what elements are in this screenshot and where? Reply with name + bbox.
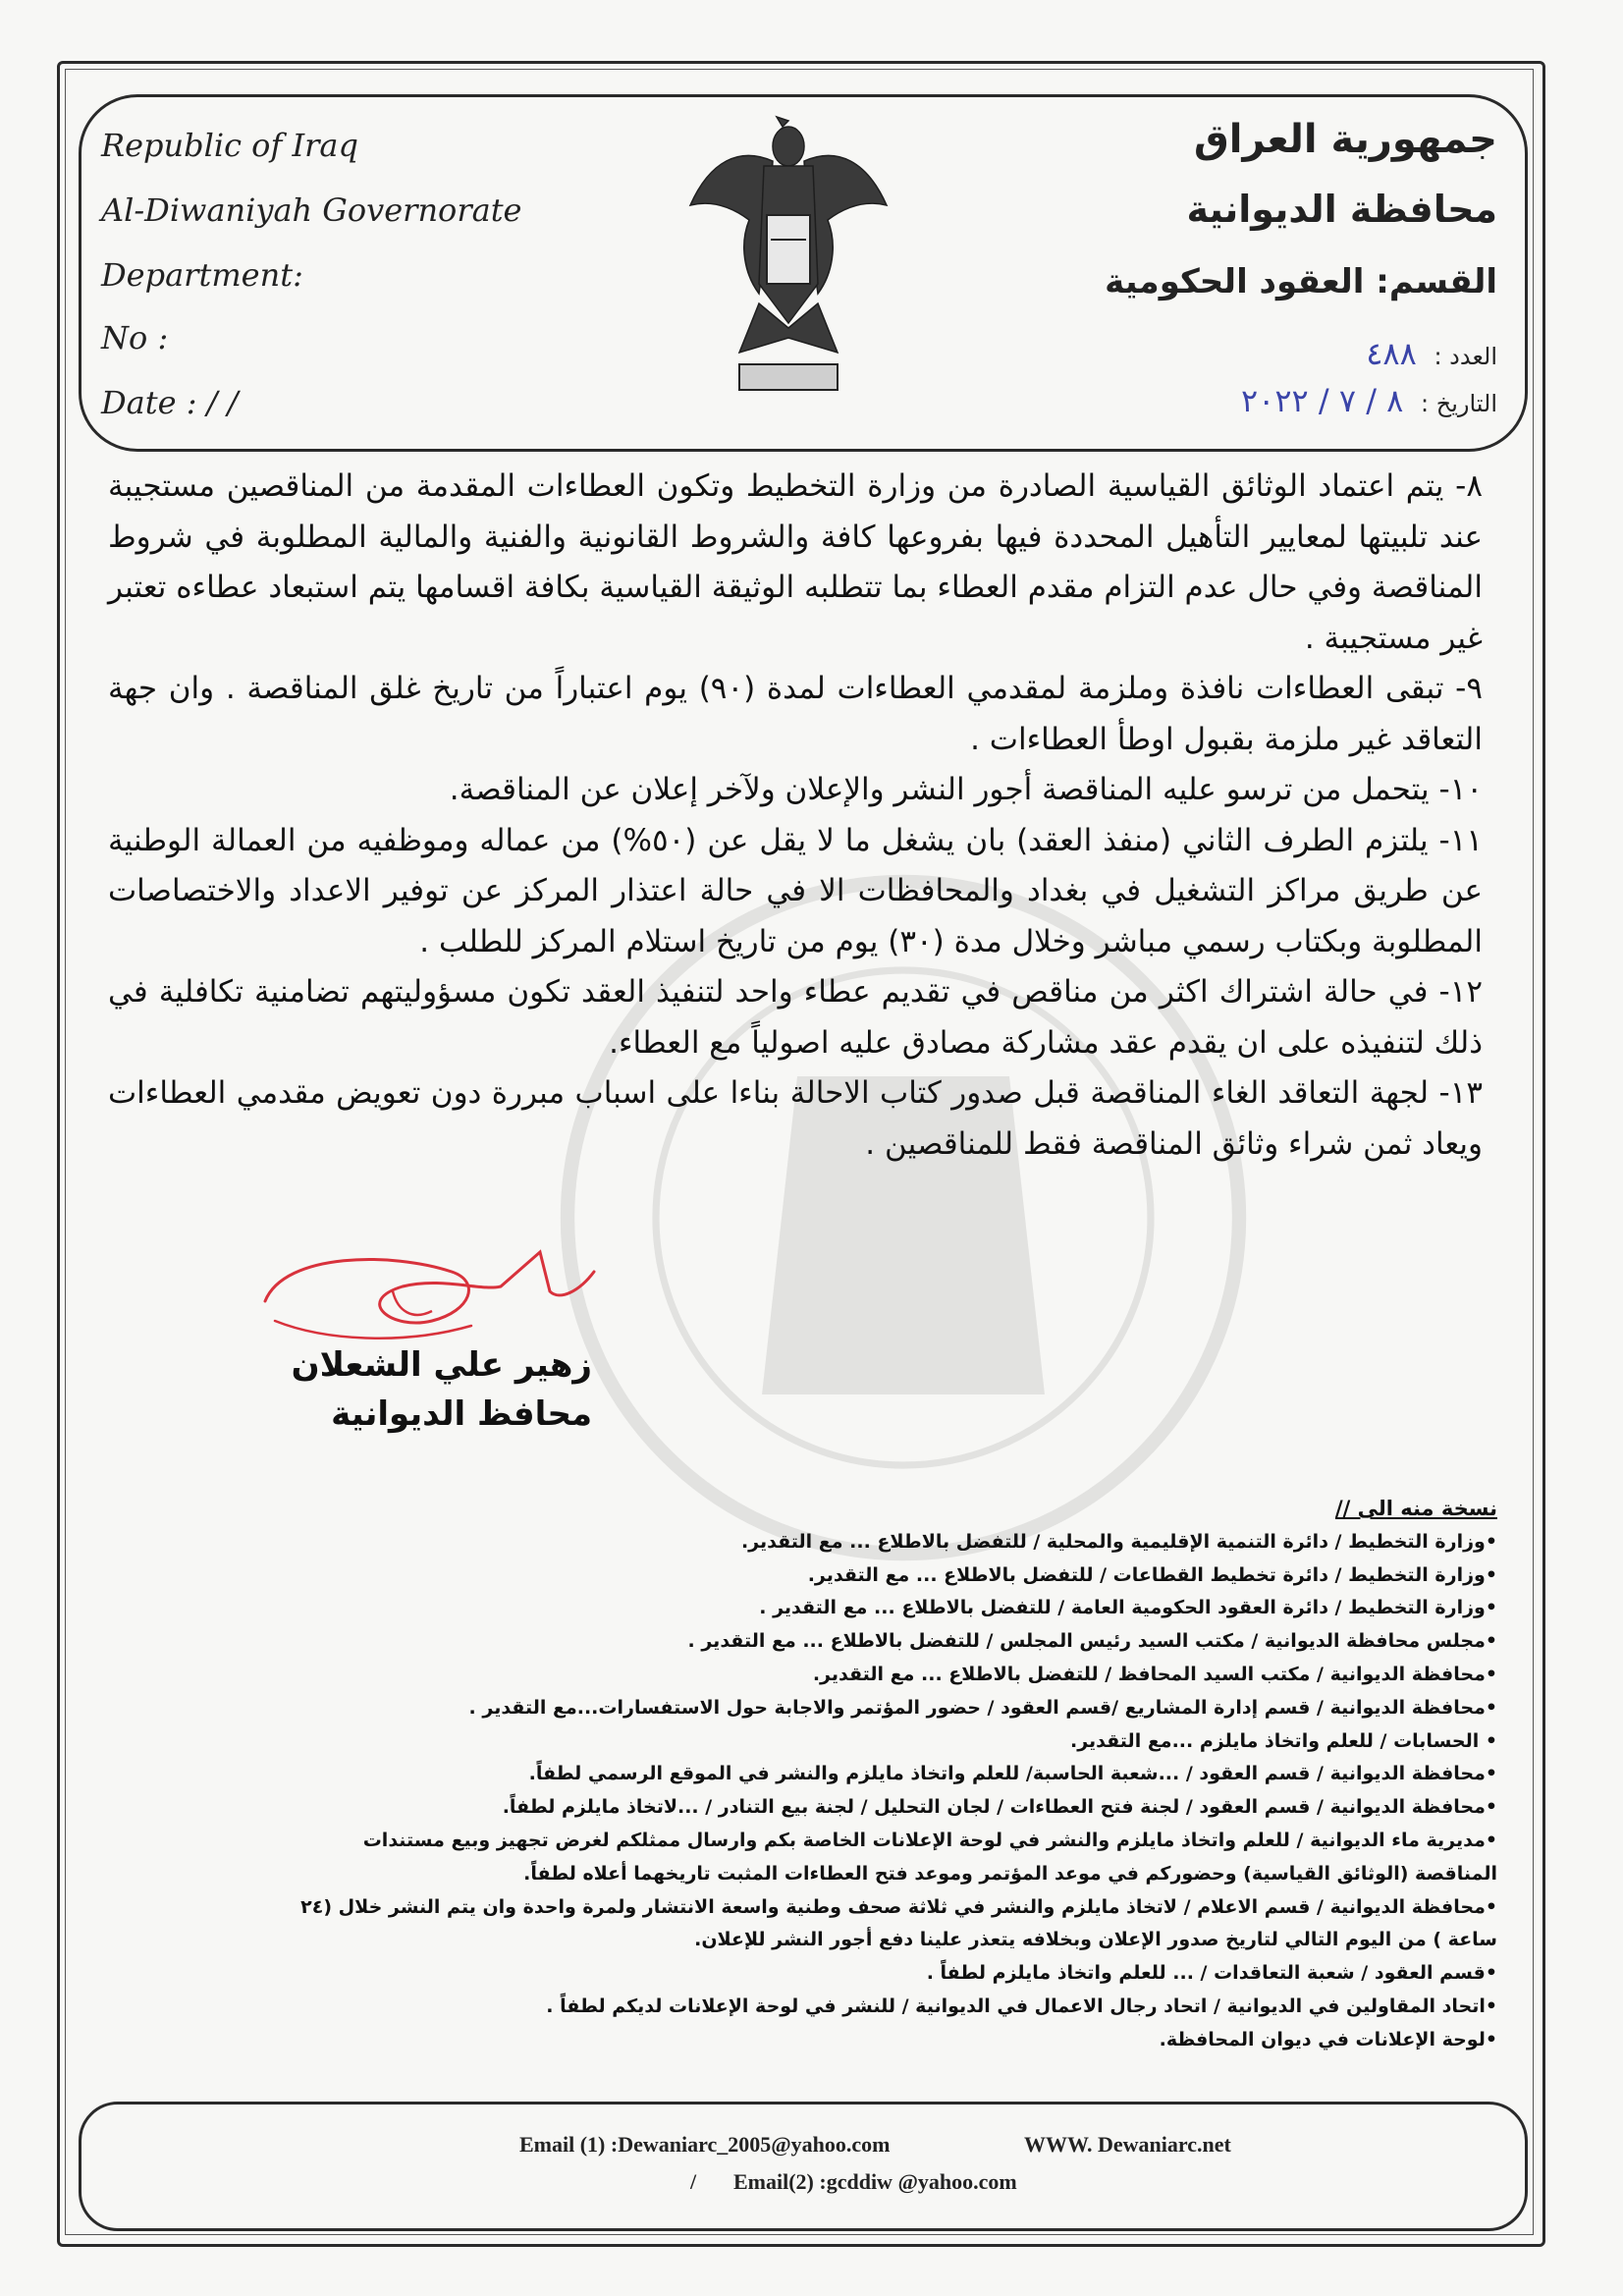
copy-line-15: •اتحاد المقاولين في الديوانية / اتحاد رجال الاعمال في الديوانية / للنشر في لوحة الإعلانات لديكم لطفاً . — [546, 1995, 1497, 2017]
eagle-emblem-icon — [680, 107, 896, 402]
footer-email-1: Email (1) :Dewaniarc_2005@yahoo.com — [519, 2132, 891, 2157]
copy-line-6: •محافظة الديوانية / قسم إدارة المشاريع /قسم العقود / حضور المؤتمر والاجابة حول الاستفسارات...مع التقدير . — [468, 1696, 1497, 1719]
copy-distribution-list — [172, 1493, 1497, 2057]
clause-13: ١٣- لجهة التعاقد الغاء المناقصة قبل صدور كتاب الاحالة بناءا على اسباب مبررة دون تعويض مقدمي العطاءات ويعاد ثمن شراء وثائق المناقصة فقط للمناقصين . — [108, 1075, 1483, 1162]
header-number-en: No : — [101, 319, 169, 356]
header-department-ar: القسم: العقود الحكومية — [1105, 262, 1497, 301]
clause-11: ١١- يلتزم الطرف الثاني (منفذ العقد) بان يشغل ما لا يقل عن (٥٠%) من عماله وموظفيه من العمالة الوطنية عن طريق مراكز التشغيل في بغداد والمحافظات الا في حالة اعتذار المركز عن توفير الاعداد والاختصاصات المطلوبة وبكتاب رسمي مباشر وخلال مدة (٣٠) يوم من تاريخ استلام المركز للطلب . — [108, 822, 1484, 959]
copy-line-1: •وزارة التخطيط / دائرة التنمية الإقليمية والمحلية / للتفضل بالاطلاع ... مع التقدير. — [740, 1530, 1497, 1553]
copy-line-8: •محافظة الديوانية / قسم العقود / ...شعبة الحاسبة/ للعلم واتخاذ مايلزم والنشر في الموقع الرسمي لطفاً. — [528, 1763, 1497, 1785]
number-value: ٤٨٨ — [1366, 335, 1417, 372]
copy-line-3: •وزارة التخطيط / دائرة العقود الحكومية العامة / للتفضل بالاطلاع ... مع التقدير . — [759, 1597, 1497, 1619]
footer-email-2: Email(2) :gcddiw @yahoo.com — [733, 2169, 1017, 2194]
clauses-body — [108, 462, 1483, 1170]
date-label: التاريخ : — [1420, 390, 1497, 417]
copy-line-12: •محافظة الديوانية / قسم الاعلام / لاتخاذ مايلزم والنشر في ثلاثة صحف وطنية واسعة الانتشار ولمرة واحدة وان يتم النشر خلال (٢٤ — [300, 1895, 1497, 1918]
copy-line-2: •وزارة التخطيط / دائرة تخطيط القطاعات / للتفضل بالاطلاع ... مع التقدير. — [807, 1563, 1497, 1586]
header-date-row — [1241, 382, 1497, 419]
header-department-en: Department: — [101, 256, 303, 294]
header-country-en: Republic of Iraq — [101, 127, 358, 164]
copy-line-13: ساعة ) من اليوم التالي لتاريخ صدور الإعلان وبخلافه يتعذر علينا دفع أجور النشر للإعلان. — [694, 1929, 1497, 1951]
copy-list-title: نسخة منه الى // — [1334, 1497, 1497, 1520]
footer-separator: / — [690, 2169, 697, 2194]
header-republic-ar: جمهورية العراق — [1193, 117, 1497, 162]
clause-9: ٩- تبقى العطاءات نافذة وملزمة لمقدمي العطاءات لمدة (٩٠) يوم اعتباراً من تاريخ غلق المناقصة . وان جهة التعاقد غير ملزمة بقبول اوطأ العطاءات . — [108, 671, 1483, 757]
letterhead — [79, 94, 1528, 452]
header-date-en: Date : / / — [101, 384, 239, 421]
copy-line-7: • الحسابات / للعلم واتخاذ مايلزم ...مع التقدير. — [1069, 1729, 1497, 1752]
copy-line-11: المناقصة (الوثائق القياسية) وحضوركم في موعد المؤتمر وموعد فتح العطاءات المثبت تاريخهما أعلاه لطفاً. — [523, 1862, 1497, 1885]
date-value: ٨ / ٧ / ٢٠٢٢ — [1240, 382, 1404, 419]
signatory-name: زهير علي الشعلان — [291, 1345, 592, 1385]
copy-line-10: •مديرية ماء الديوانية / للعلم واتخاذ مايلزم والنشر في لوحة الإعلانات الخاصة بكم وارسال ممثلكم لغرض تجهيز وبيع مستندات — [362, 1829, 1497, 1851]
copy-line-9: •محافظة الديوانية / قسم العقود / لجنة فتح العطاءات / لجان التحليل / لجنة بيع التنادر / ...لاتخاذ مايلزم لطفاً. — [502, 1796, 1497, 1819]
copy-line-5: •محافظة الديوانية / مكتب السيد المحافظ / للتفضل بالاطلاع ... مع التقدير. — [812, 1663, 1497, 1685]
signatory-title: محافظ الديوانية — [331, 1394, 592, 1434]
copy-line-4: •مجلس محافظة الديوانية / مكتب السيد رئيس المجلس / للتفضل بالاطلاع ... مع التقدير . — [687, 1630, 1497, 1653]
clause-8: ٨- يتم اعتماد الوثائق القياسية الصادرة من وزارة التخطيط وتكون العطاءات المقدمة من المناقصين مستجيبة عند تلبيتها لمعايير التأهيل المحددة فيها بفروعها كافة والشروط القانونية والفنية والمالية المطلوبة في شروط المناقصة وفي حال عدم التزام مقدم العطاء بما تتطلبه الوثيقة القياسية بكافة اقسامها يتم استبعاد عطاءه تعتبر غير مستجيبة . — [108, 468, 1483, 656]
header-number-row — [1366, 335, 1497, 372]
footer-website: WWW. Dewaniarc.net — [1024, 2132, 1231, 2157]
copy-line-16: •لوحة الإعلانات في ديوان المحافظة. — [1159, 2028, 1497, 2050]
header-governorate-en: Al-Diwaniyah Governorate — [101, 191, 522, 229]
header-governorate-ar: محافظة الديوانية — [1186, 188, 1497, 231]
clause-12: ١٢- في حالة اشتراك اكثر من مناقص في تقديم عطاء واحد لتنفيذ العقد تكون مسؤوليتهم تضامنية تكافلية في ذلك لتنفيذه على ان يقدم عقد مشاركة مصادق عليه اصولياً مع العطاء. — [108, 974, 1483, 1061]
number-label: العدد : — [1434, 343, 1497, 370]
clause-10: ١٠- يتحمل من ترسو عليه المناقصة أجور النشر والإعلان ولآخر إعلان عن المناقصة. — [449, 772, 1483, 807]
letter-footer — [79, 2102, 1528, 2231]
copy-line-14: •قسم العقود / شعبة التعاقدات / ... للعلم واتخاذ مايلزم لطفاً . — [926, 1962, 1497, 1985]
